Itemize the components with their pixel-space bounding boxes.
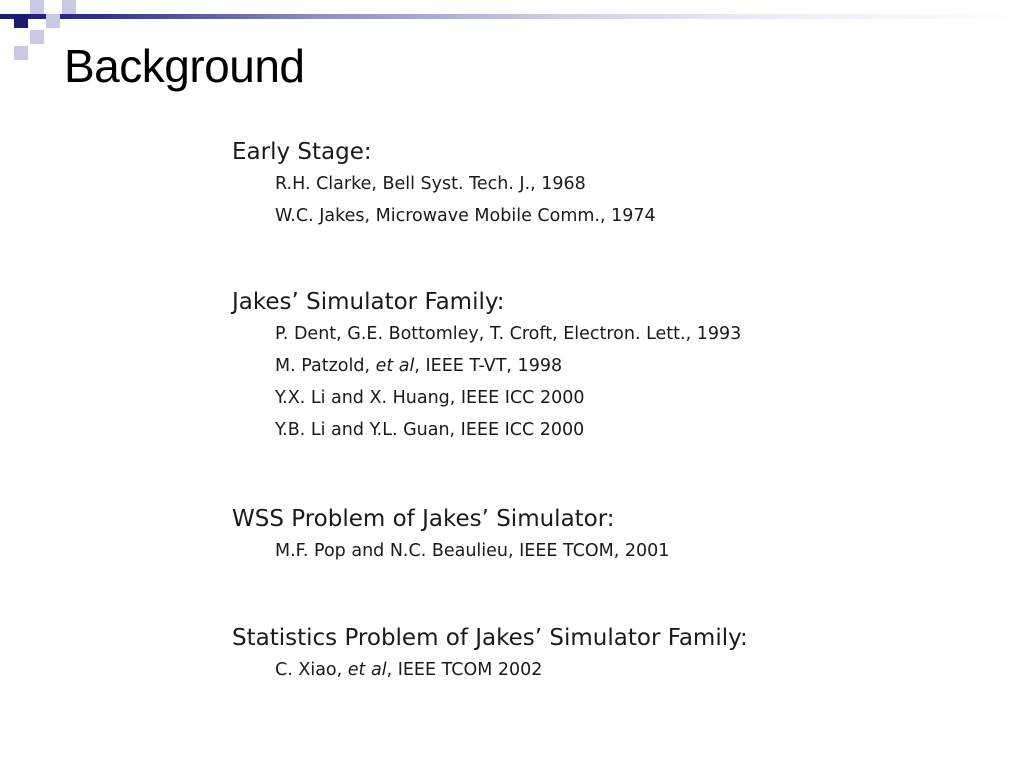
section-wss-problem [232, 503, 669, 567]
et-al-text: et al [347, 660, 387, 680]
reference-item: P. Dent, G.E. Bottomley, T. Croft, Electron. Lett., 1993 [275, 324, 742, 344]
section-heading: Statistics Problem of Jakes’ Simulator Family: [232, 625, 748, 651]
et-al-text: et al [375, 356, 415, 376]
reference-item: W.C. Jakes, Microwave Mobile Comm., 1974 [275, 206, 656, 226]
reference-item: M.F. Pop and N.C. Beaulieu, IEEE TCOM, 2001 [275, 541, 670, 561]
reference-item [232, 350, 741, 382]
reference-author: C. Xiao, [275, 660, 343, 680]
reference-item: Y.X. Li and X. Huang, IEEE ICC 2000 [275, 388, 585, 408]
deco-square-light [30, 30, 44, 44]
title-accent-bar [0, 14, 1024, 19]
section-heading: WSS Problem of Jakes’ Simulator: [232, 506, 615, 532]
deco-square-light [14, 46, 28, 60]
deco-square-light [30, 0, 44, 14]
deco-square-light [62, 0, 76, 14]
reference-rest: , IEEE TCOM 2002 [386, 660, 543, 680]
reference-item: Y.B. Li and Y.L. Guan, IEEE ICC 2000 [275, 420, 585, 440]
deco-square-dark [14, 14, 28, 28]
reference-author: M. Patzold, [275, 356, 371, 376]
reference-rest: , IEEE T-VT, 1998 [414, 356, 563, 376]
section-heading: Jakes’ Simulator Family: [232, 289, 505, 315]
section-heading: Early Stage: [232, 139, 372, 165]
reference-item [232, 654, 748, 686]
section-jakes-family [232, 286, 741, 446]
deco-square-light [46, 14, 60, 28]
section-early-stage [232, 136, 656, 232]
slide-title: Background [64, 40, 305, 92]
section-statistics-problem [232, 622, 748, 686]
reference-item: R.H. Clarke, Bell Syst. Tech. J., 1968 [275, 174, 586, 194]
